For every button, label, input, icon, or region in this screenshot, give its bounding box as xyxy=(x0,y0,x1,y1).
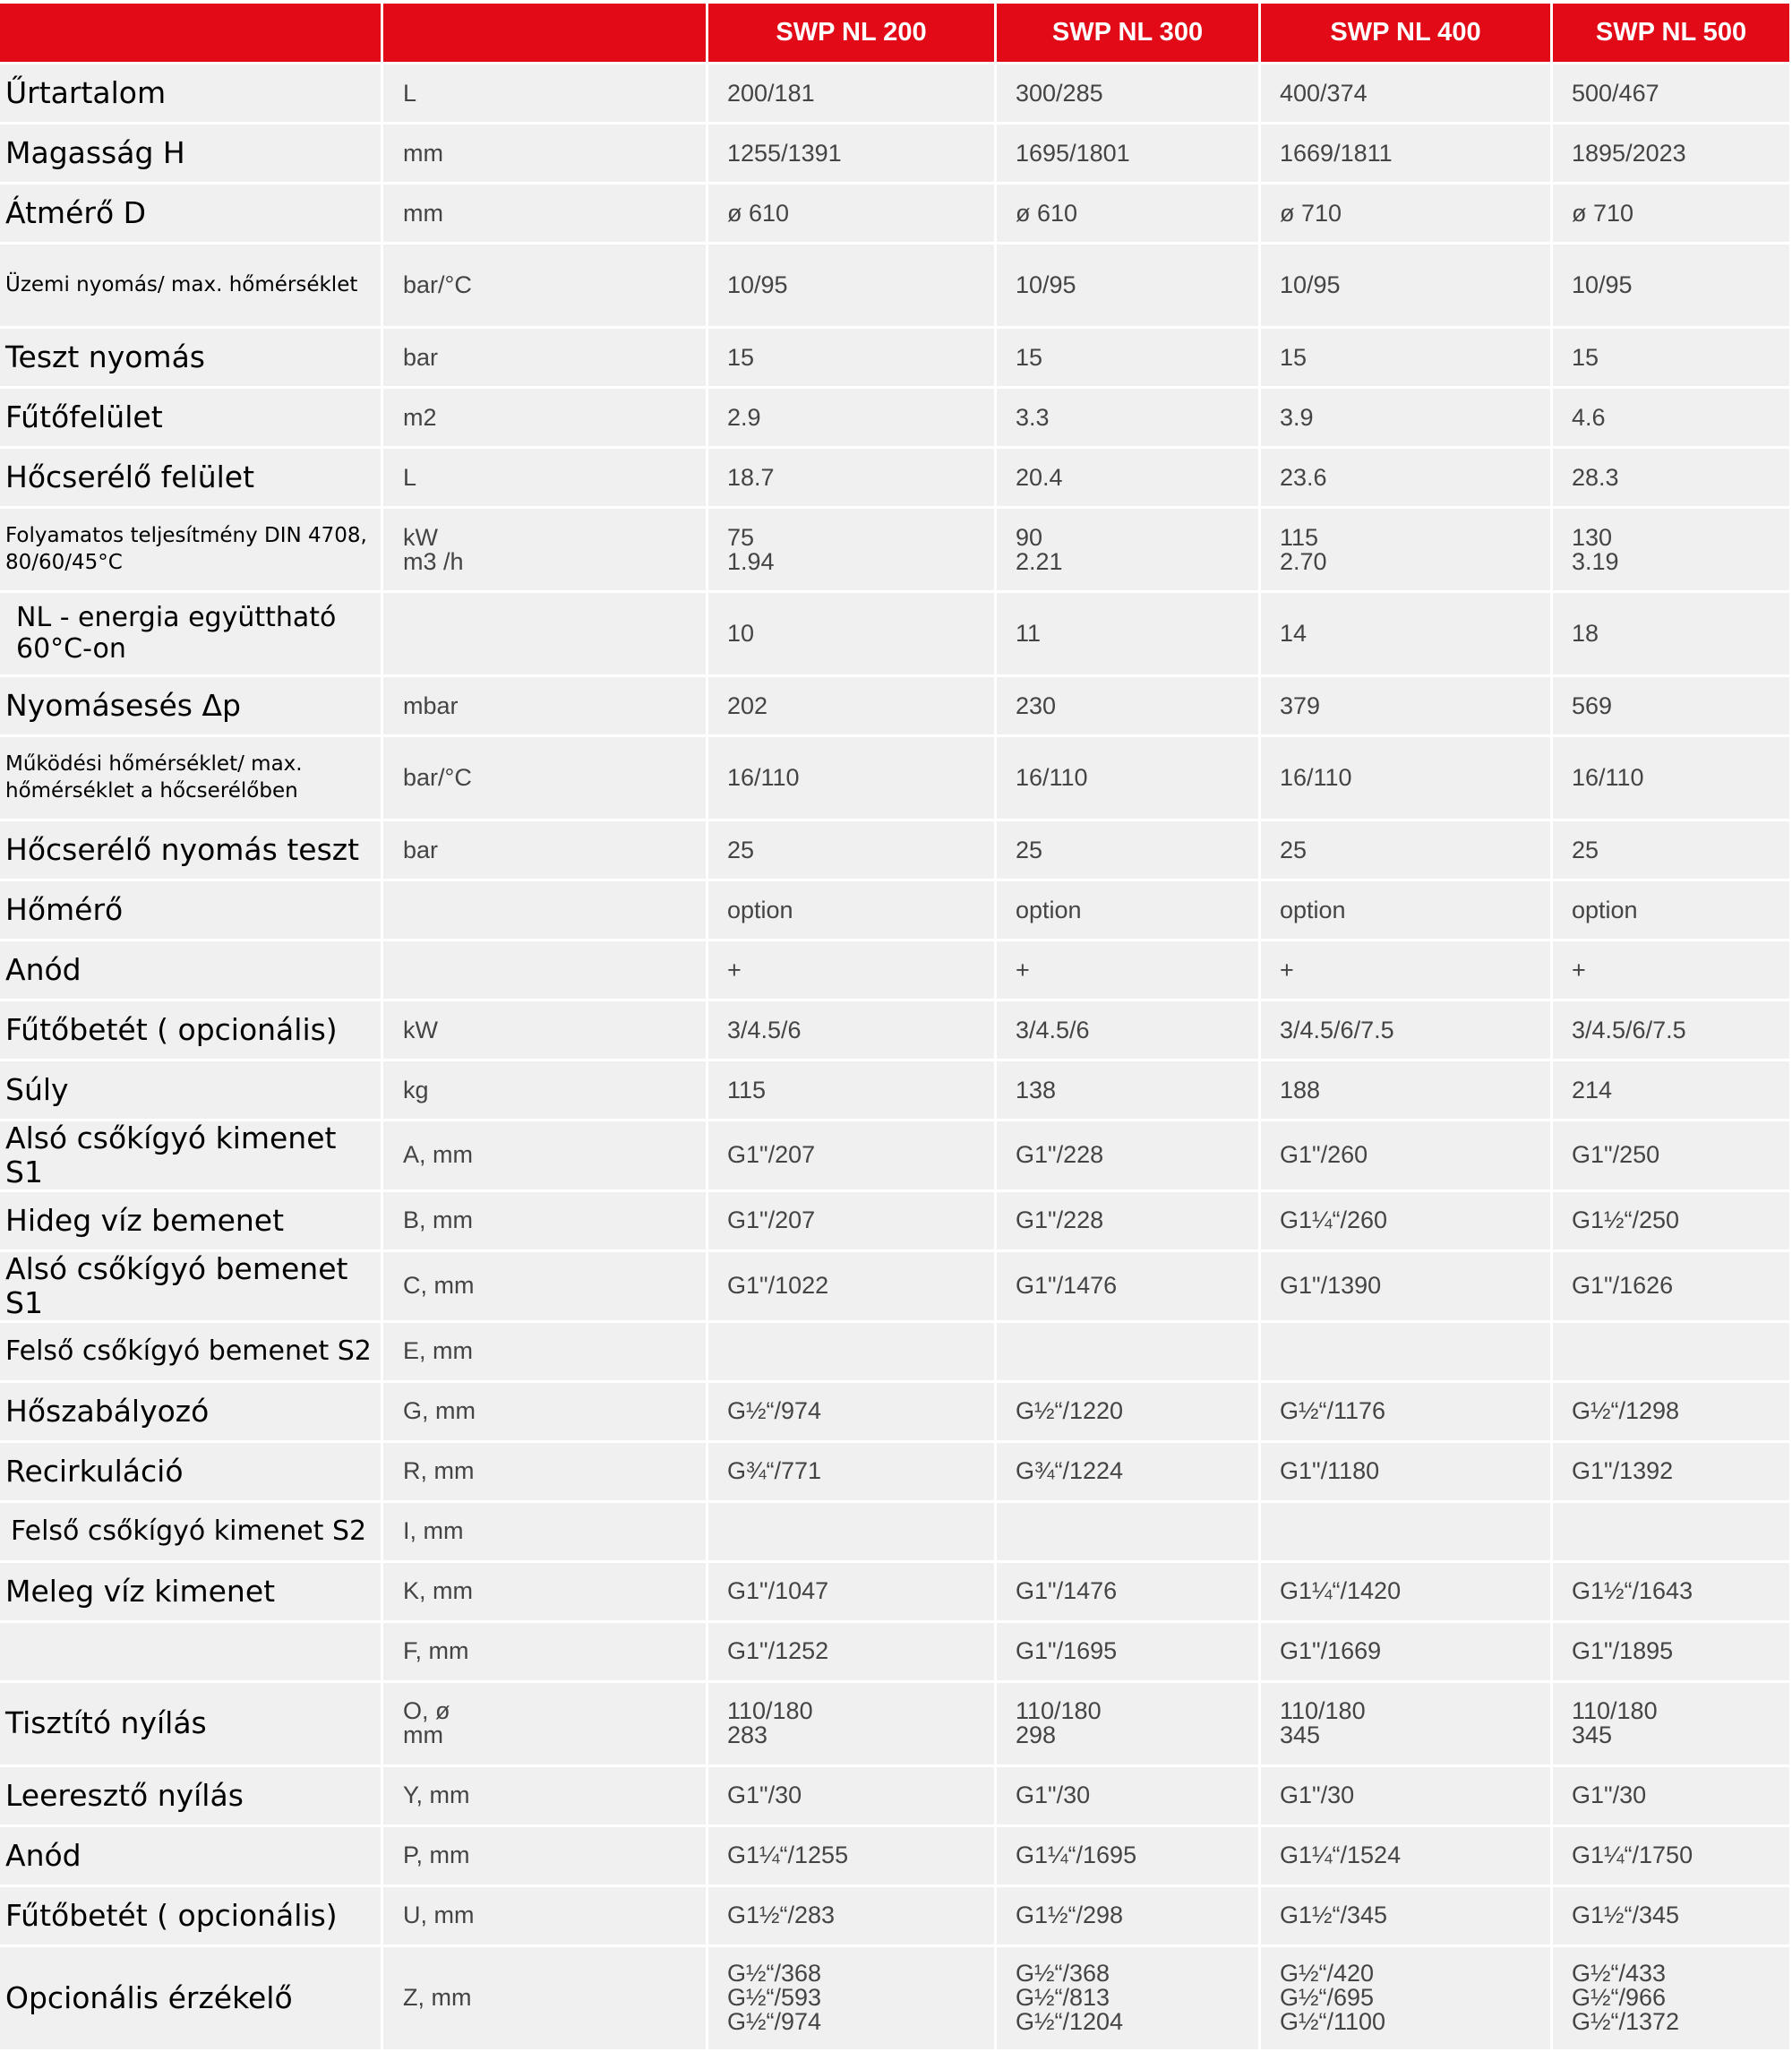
table-row xyxy=(0,1061,1792,1121)
table-row xyxy=(0,821,1792,881)
value-cell xyxy=(708,1503,997,1563)
row-unit: L xyxy=(383,449,708,509)
row-label: Folyamatos teljesítmény DIN 4708, 80/60/45°C xyxy=(0,509,383,593)
table-row xyxy=(0,329,1792,389)
value-cell: 15 xyxy=(1261,329,1553,389)
value-cell: G1½“/298 xyxy=(997,1887,1261,1947)
header-cell: SWP NL 200 xyxy=(708,4,997,64)
value-cell: 15 xyxy=(1553,329,1792,389)
value-cell: G1¼“/1255 xyxy=(708,1827,997,1887)
row-label: Fűtőfelület xyxy=(0,389,383,449)
value-cell: G½“/368 G½“/813 G½“/1204 xyxy=(997,1947,1261,2052)
header-cell xyxy=(0,4,383,64)
value-cell: 16/110 xyxy=(1553,737,1792,821)
spec-table xyxy=(0,4,1792,2052)
value-cell: G1½“/345 xyxy=(1261,1887,1553,1947)
row-unit: mm xyxy=(383,124,708,185)
row-unit: kW xyxy=(383,1001,708,1061)
value-cell: 75 1.94 xyxy=(708,509,997,593)
row-unit: B, mm xyxy=(383,1192,708,1252)
value-cell: 10/95 xyxy=(1553,245,1792,329)
value-cell: 3.3 xyxy=(997,389,1261,449)
row-label: Felső csőkígyó bemenet S2 xyxy=(0,1323,383,1383)
table-row xyxy=(0,449,1792,509)
value-cell: G½“/368 G½“/593 G½“/974 xyxy=(708,1947,997,2052)
row-unit: U, mm xyxy=(383,1887,708,1947)
row-unit: Y, mm xyxy=(383,1767,708,1827)
value-cell: 188 xyxy=(1261,1061,1553,1121)
row-unit: A, mm xyxy=(383,1121,708,1192)
value-cell: 1895/2023 xyxy=(1553,124,1792,185)
value-cell: 115 xyxy=(708,1061,997,1121)
value-cell: + xyxy=(708,941,997,1001)
value-cell: G¾“/1224 xyxy=(997,1443,1261,1503)
row-unit: P, mm xyxy=(383,1827,708,1887)
value-cell: G½“/1298 xyxy=(1553,1383,1792,1443)
value-cell: G1"/1695 xyxy=(997,1623,1261,1683)
row-unit: K, mm xyxy=(383,1563,708,1623)
value-cell: 18.7 xyxy=(708,449,997,509)
value-cell: G1¼“/260 xyxy=(1261,1192,1553,1252)
row-label: Opcionális érzékelő xyxy=(0,1947,383,2052)
row-label: Súly xyxy=(0,1061,383,1121)
table-row xyxy=(0,677,1792,737)
value-cell: 3/4.5/6/7.5 xyxy=(1261,1001,1553,1061)
value-cell: G½“/433 G½“/966 G½“/1372 xyxy=(1553,1947,1792,2052)
value-cell: 500/467 xyxy=(1553,64,1792,124)
value-cell: 25 xyxy=(997,821,1261,881)
row-unit xyxy=(383,881,708,941)
row-label: Átmérő D xyxy=(0,185,383,245)
row-label: Tisztító nyílás xyxy=(0,1683,383,1767)
row-unit: Z, mm xyxy=(383,1947,708,2052)
value-cell: G½“/974 xyxy=(708,1383,997,1443)
value-cell: G1¼“/1695 xyxy=(997,1827,1261,1887)
row-unit: bar xyxy=(383,821,708,881)
table-row xyxy=(0,1947,1792,2052)
table-row xyxy=(0,1252,1792,1323)
row-unit: G, mm xyxy=(383,1383,708,1443)
value-cell: G1"/1895 xyxy=(1553,1623,1792,1683)
row-label: Teszt nyomás xyxy=(0,329,383,389)
table-row xyxy=(0,185,1792,245)
table-row xyxy=(0,1323,1792,1383)
value-cell: 110/180 298 xyxy=(997,1683,1261,1767)
value-cell: 15 xyxy=(997,329,1261,389)
value-cell: 115 2.70 xyxy=(1261,509,1553,593)
table-row xyxy=(0,1192,1792,1252)
row-label: Űrtartalom xyxy=(0,64,383,124)
value-cell: + xyxy=(1553,941,1792,1001)
row-unit xyxy=(383,593,708,677)
value-cell: + xyxy=(1261,941,1553,1001)
value-cell: G1"/1390 xyxy=(1261,1252,1553,1323)
row-label: NL - energia együttható 60°C-on xyxy=(0,593,383,677)
table-row xyxy=(0,124,1792,185)
row-label: Működési hőmérséklet/ max. hőmérséklet a hőcserélőben xyxy=(0,737,383,821)
table-row xyxy=(0,1767,1792,1827)
value-cell: G½“/420 G½“/695 G½“/1100 xyxy=(1261,1947,1553,2052)
value-cell xyxy=(1553,1503,1792,1563)
value-cell: 3/4.5/6 xyxy=(997,1001,1261,1061)
value-cell: 14 xyxy=(1261,593,1553,677)
row-label: Anód xyxy=(0,1827,383,1887)
value-cell: 130 3.19 xyxy=(1553,509,1792,593)
table-row xyxy=(0,1121,1792,1192)
value-cell: 110/180 283 xyxy=(708,1683,997,1767)
row-unit xyxy=(383,941,708,1001)
value-cell: 90 2.21 xyxy=(997,509,1261,593)
row-unit: mm xyxy=(383,185,708,245)
value-cell: 1669/1811 xyxy=(1261,124,1553,185)
row-label: Alsó csőkígyó kimenet S1 xyxy=(0,1121,383,1192)
value-cell: 4.6 xyxy=(1553,389,1792,449)
row-unit: I, mm xyxy=(383,1503,708,1563)
value-cell: 300/285 xyxy=(997,64,1261,124)
value-cell: G1"/30 xyxy=(997,1767,1261,1827)
value-cell xyxy=(997,1503,1261,1563)
value-cell: G1"/228 xyxy=(997,1192,1261,1252)
value-cell: 10 xyxy=(708,593,997,677)
value-cell: + xyxy=(997,941,1261,1001)
value-cell: 16/110 xyxy=(997,737,1261,821)
value-cell: 25 xyxy=(708,821,997,881)
row-label: Üzemi nyomás/ max. hőmérséklet xyxy=(0,245,383,329)
value-cell: 11 xyxy=(997,593,1261,677)
table-row xyxy=(0,593,1792,677)
value-cell: G½“/1176 xyxy=(1261,1383,1553,1443)
value-cell: G1"/228 xyxy=(997,1121,1261,1192)
value-cell: 20.4 xyxy=(997,449,1261,509)
value-cell: G1½“/283 xyxy=(708,1887,997,1947)
value-cell: 16/110 xyxy=(708,737,997,821)
table-row xyxy=(0,64,1792,124)
row-unit: C, mm xyxy=(383,1252,708,1323)
value-cell: 28.3 xyxy=(1553,449,1792,509)
value-cell: G1¼“/1420 xyxy=(1261,1563,1553,1623)
value-cell: 202 xyxy=(708,677,997,737)
value-cell: G1"/1022 xyxy=(708,1252,997,1323)
row-label: Hideg víz bemenet xyxy=(0,1192,383,1252)
table-row xyxy=(0,1887,1792,1947)
value-cell xyxy=(1553,1323,1792,1383)
row-unit: bar/°C xyxy=(383,245,708,329)
table-row xyxy=(0,245,1792,329)
table-row xyxy=(0,737,1792,821)
row-label: Meleg víz kimenet xyxy=(0,1563,383,1623)
value-cell: ø 710 xyxy=(1261,185,1553,245)
row-unit: R, mm xyxy=(383,1443,708,1503)
value-cell: 1255/1391 xyxy=(708,124,997,185)
header-cell: SWP NL 300 xyxy=(997,4,1261,64)
value-cell: option xyxy=(1261,881,1553,941)
header-row xyxy=(0,4,1792,64)
row-unit: bar xyxy=(383,329,708,389)
value-cell: G1"/250 xyxy=(1553,1121,1792,1192)
header-cell: SWP NL 400 xyxy=(1261,4,1553,64)
value-cell: 2.9 xyxy=(708,389,997,449)
value-cell: G1½“/345 xyxy=(1553,1887,1792,1947)
table-row xyxy=(0,941,1792,1001)
value-cell xyxy=(1261,1503,1553,1563)
value-cell: option xyxy=(1553,881,1792,941)
row-label: Hőszabályozó xyxy=(0,1383,383,1443)
value-cell: G1"/1669 xyxy=(1261,1623,1553,1683)
row-unit: mbar xyxy=(383,677,708,737)
header-cell: SWP NL 500 xyxy=(1553,4,1792,64)
value-cell: G¾“/771 xyxy=(708,1443,997,1503)
value-cell: G1½“/250 xyxy=(1553,1192,1792,1252)
row-label: Fűtőbetét ( opcionális) xyxy=(0,1887,383,1947)
value-cell: G1¼“/1750 xyxy=(1553,1827,1792,1887)
row-label: Leeresztő nyílás xyxy=(0,1767,383,1827)
value-cell: 214 xyxy=(1553,1061,1792,1121)
value-cell: 10/95 xyxy=(1261,245,1553,329)
value-cell: option xyxy=(997,881,1261,941)
row-label: Magasság H xyxy=(0,124,383,185)
row-label: Anód xyxy=(0,941,383,1001)
value-cell: 3/4.5/6 xyxy=(708,1001,997,1061)
row-label: Hőmérő xyxy=(0,881,383,941)
table-row xyxy=(0,1503,1792,1563)
row-label: Hőcserélő felület xyxy=(0,449,383,509)
row-unit: L xyxy=(383,64,708,124)
table-row xyxy=(0,1827,1792,1887)
table-row xyxy=(0,389,1792,449)
value-cell: G1"/207 xyxy=(708,1121,997,1192)
header-cell xyxy=(383,4,708,64)
value-cell: G1"/260 xyxy=(1261,1121,1553,1192)
value-cell: 230 xyxy=(997,677,1261,737)
value-cell: G1"/207 xyxy=(708,1192,997,1252)
value-cell: 10/95 xyxy=(708,245,997,329)
value-cell: ø 610 xyxy=(708,185,997,245)
value-cell: 110/180 345 xyxy=(1261,1683,1553,1767)
value-cell: 379 xyxy=(1261,677,1553,737)
table-row xyxy=(0,1383,1792,1443)
row-label: Felső csőkígyó kimenet S2 xyxy=(0,1503,383,1563)
value-cell: 110/180 345 xyxy=(1553,1683,1792,1767)
value-cell: G1"/1476 xyxy=(997,1563,1261,1623)
value-cell: 16/110 xyxy=(1261,737,1553,821)
value-cell: G1"/30 xyxy=(1261,1767,1553,1827)
table-row xyxy=(0,1001,1792,1061)
value-cell: G1"/1180 xyxy=(1261,1443,1553,1503)
value-cell: 18 xyxy=(1553,593,1792,677)
value-cell: G1"/1047 xyxy=(708,1563,997,1623)
table-row xyxy=(0,881,1792,941)
value-cell: 25 xyxy=(1553,821,1792,881)
row-label xyxy=(0,1623,383,1683)
row-label: Hőcserélő nyomás teszt xyxy=(0,821,383,881)
value-cell: ø 610 xyxy=(997,185,1261,245)
value-cell: ø 710 xyxy=(1553,185,1792,245)
value-cell: G1"/1252 xyxy=(708,1623,997,1683)
value-cell: 23.6 xyxy=(1261,449,1553,509)
value-cell: G1¼“/1524 xyxy=(1261,1827,1553,1887)
value-cell: 1695/1801 xyxy=(997,124,1261,185)
value-cell: G1"/1626 xyxy=(1553,1252,1792,1323)
row-label: Fűtőbetét ( opcionális) xyxy=(0,1001,383,1061)
value-cell xyxy=(1261,1323,1553,1383)
table-row xyxy=(0,509,1792,593)
value-cell: 569 xyxy=(1553,677,1792,737)
row-unit: kg xyxy=(383,1061,708,1121)
value-cell: 3/4.5/6/7.5 xyxy=(1553,1001,1792,1061)
row-unit: m2 xyxy=(383,389,708,449)
value-cell: G1"/1392 xyxy=(1553,1443,1792,1503)
value-cell: G1"/30 xyxy=(708,1767,997,1827)
table-row xyxy=(0,1683,1792,1767)
value-cell: G½“/1220 xyxy=(997,1383,1261,1443)
value-cell: 400/374 xyxy=(1261,64,1553,124)
value-cell: option xyxy=(708,881,997,941)
row-label: Nyomásesés Δp xyxy=(0,677,383,737)
value-cell xyxy=(708,1323,997,1383)
table-row xyxy=(0,1443,1792,1503)
value-cell: G1½“/1643 xyxy=(1553,1563,1792,1623)
row-label: Alsó csőkígyó bemenet S1 xyxy=(0,1252,383,1323)
value-cell xyxy=(997,1323,1261,1383)
row-unit: E, mm xyxy=(383,1323,708,1383)
row-unit: F, mm xyxy=(383,1623,708,1683)
value-cell: G1"/30 xyxy=(1553,1767,1792,1827)
value-cell: G1"/1476 xyxy=(997,1252,1261,1323)
table-row xyxy=(0,1623,1792,1683)
value-cell: 25 xyxy=(1261,821,1553,881)
row-label: Recirkuláció xyxy=(0,1443,383,1503)
value-cell: 10/95 xyxy=(997,245,1261,329)
value-cell: 3.9 xyxy=(1261,389,1553,449)
row-unit: kW m3 /h xyxy=(383,509,708,593)
table-row xyxy=(0,1563,1792,1623)
row-unit: bar/°C xyxy=(383,737,708,821)
value-cell: 15 xyxy=(708,329,997,389)
row-unit: O, ø mm xyxy=(383,1683,708,1767)
value-cell: 200/181 xyxy=(708,64,997,124)
value-cell: 138 xyxy=(997,1061,1261,1121)
